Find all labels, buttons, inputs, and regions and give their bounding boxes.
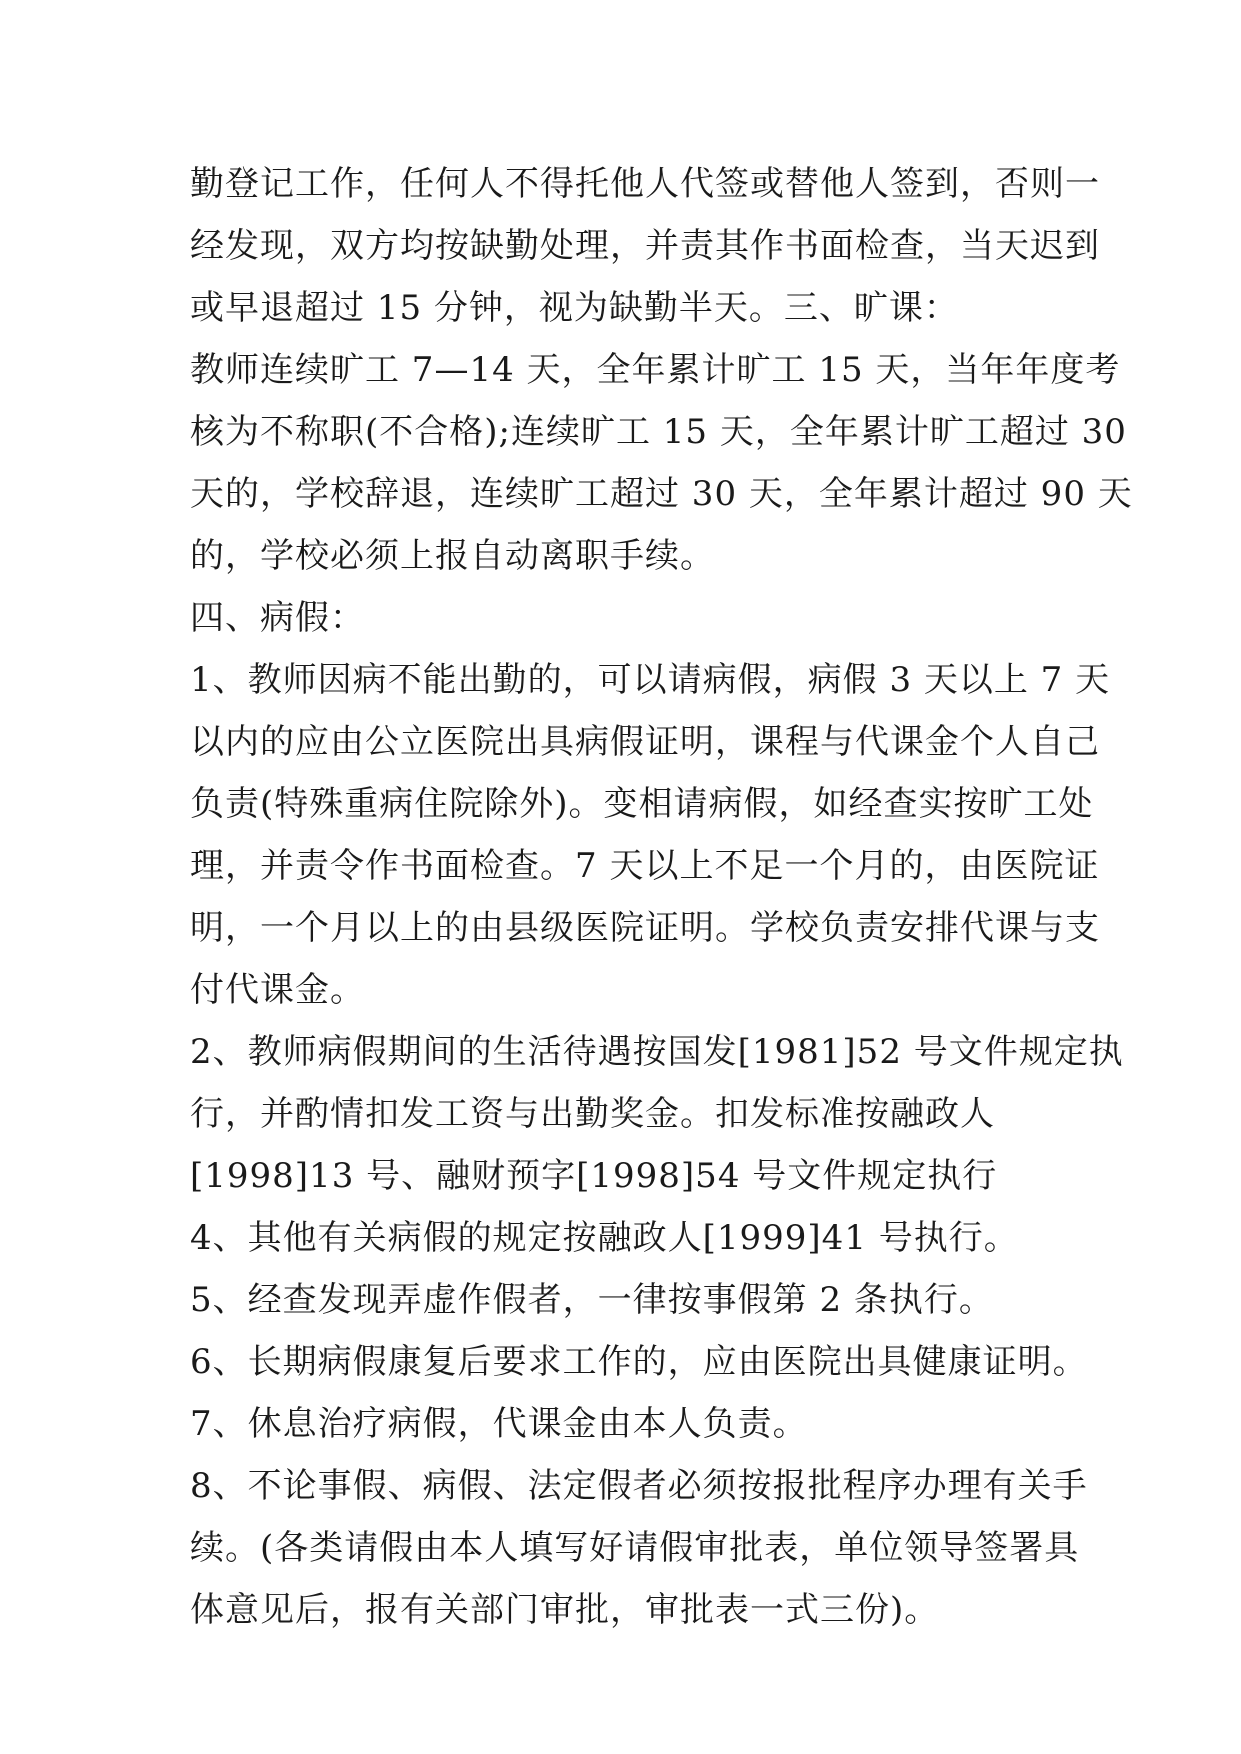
text-line: 天的，学校辞退，连续旷工超过 30 天，全年累计超过 90 天 xyxy=(190,474,1133,514)
text-line: 8、不论事假、病假、法定假者必须按报批程序办理有关手 xyxy=(190,1466,1088,1506)
section-heading: 四、病假： xyxy=(190,598,365,638)
text-line: 勤登记工作，任何人不得托他人代签或替他人签到，否则一 xyxy=(190,164,1100,204)
text-line: 理，并责令作书面检查。7 天以上不足一个月的，由医院证 xyxy=(190,846,1100,886)
text-line: 7、休息治疗病假，代课金由本人负责。 xyxy=(190,1404,808,1444)
text-line: 经发现，双方均按缺勤处理，并责其作书面检查，当天迟到 xyxy=(190,226,1100,266)
text-line: 或早退超过 15 分钟，视为缺勤半天。三、旷课： xyxy=(190,288,959,328)
text-line: 以内的应由公立医院出具病假证明，课程与代课金个人自己 xyxy=(190,722,1100,762)
text-line: 续。(各类请假由本人填写好请假审批表，单位领导签署具 xyxy=(190,1528,1080,1568)
text-line: 核为不称职(不合格);连续旷工 15 天，全年累计旷工超过 30 xyxy=(190,412,1127,452)
text-line: 6、长期病假康复后要求工作的，应由医院出具健康证明。 xyxy=(190,1342,1088,1382)
text-line: 1、教师因病不能出勤的，可以请病假，病假 3 天以上 7 天 xyxy=(190,660,1111,700)
text-line: 行，并酌情扣发工资与出勤奖金。扣发标准按融政人 xyxy=(190,1094,995,1134)
text-line: 2、教师病假期间的生活待遇按国发[1981]52 号文件规定执 xyxy=(190,1032,1124,1072)
text-line: 付代课金。 xyxy=(190,970,365,1010)
text-line: [1998]13 号、融财预字[1998]54 号文件规定执行 xyxy=(190,1156,998,1196)
document-body xyxy=(190,153,1133,1641)
text-line: 体意见后，报有关部门审批，审批表一式三份)。 xyxy=(190,1590,940,1630)
text-line: 5、经查发现弄虚作假者，一律按事假第 2 条执行。 xyxy=(190,1280,994,1320)
text-line: 明，一个月以上的由县级医院证明。学校负责安排代课与支 xyxy=(190,908,1100,948)
text-line: 的，学校必须上报自动离职手续。 xyxy=(190,536,715,576)
text-line: 教师连续旷工 7—14 天，全年累计旷工 15 天，当年年度考 xyxy=(190,350,1121,390)
text-line: 4、其他有关病假的规定按融政人[1999]41 号执行。 xyxy=(190,1218,1019,1258)
text-line: 负责(特殊重病住院除外)。变相请病假，如经查实按旷工处 xyxy=(190,784,1094,824)
